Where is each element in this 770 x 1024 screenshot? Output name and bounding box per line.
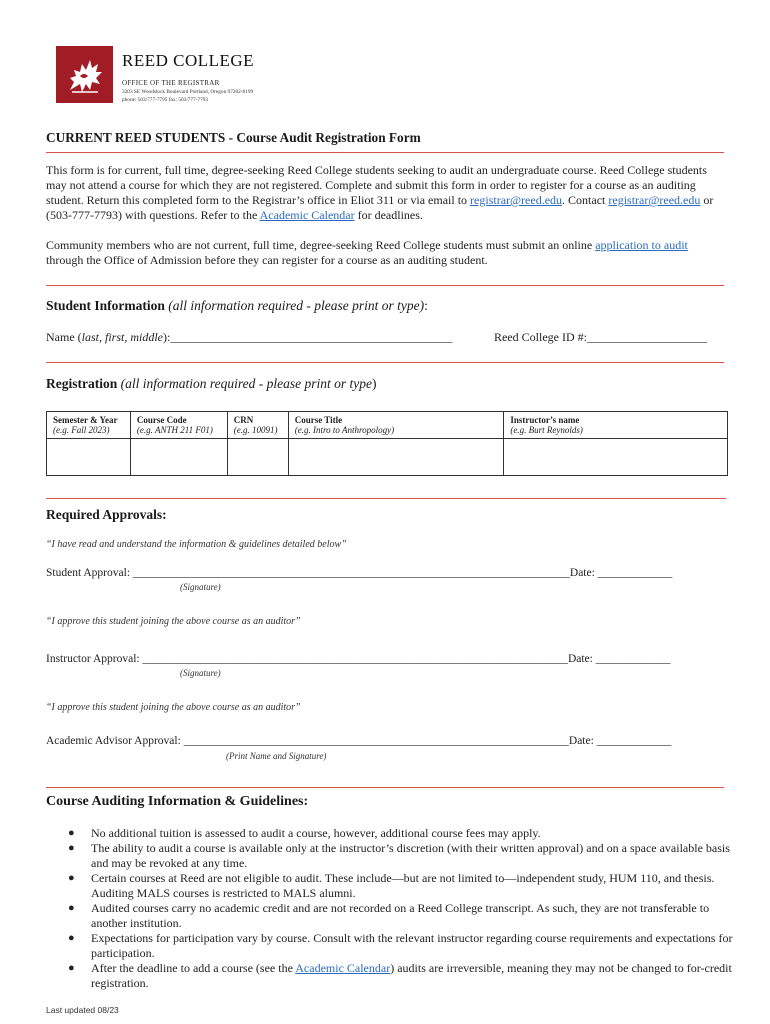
signature-caption: (Signature) — [180, 582, 221, 592]
intro-text: . Contact — [562, 193, 609, 207]
office-phone: phone: 503/777-7795 fax: 503/777-7793 — [122, 97, 209, 103]
community-text: Community members who are not current, full time, degree-seeking Reed College students must submit an online — [46, 238, 596, 252]
column-label: Semester & Year — [53, 415, 118, 425]
column-header — [504, 412, 728, 439]
name-blank: ):_______________________________________________ — [163, 330, 453, 344]
student-approval-line[interactable]: Student Approval: ____________________________________________________________________________Date: _____________ — [46, 567, 673, 579]
column-example: (e.g. Intro to Anthropology) — [294, 425, 395, 435]
column-header — [288, 412, 504, 439]
divider — [46, 787, 724, 788]
list-item-text: Audited courses carry no academic credit and are not recorded on a Reed College transcript. As such, they are not transferable to another institution. — [91, 901, 710, 930]
bullet-icon: ● — [68, 902, 75, 914]
college-name: REED COLLEGE — [122, 51, 255, 70]
bullet-icon: ● — [68, 827, 75, 839]
bullet-icon: ● — [68, 962, 75, 974]
intro-text: This form is for current, full time, degree-seeking Reed College students seeking to audit an undergraduate course. Reed College students may not attend a course for which they are not registered. Complete and submit this form in order to register for a course as an auditing student. Return this completed form to the Registrar’s office in Eliot 311 or via email to — [46, 163, 707, 207]
column-example: (e.g. ANTH 211 F01) — [136, 425, 213, 435]
list-item-text: ) audits are irreversible, meaning they may not be changed to for-credit registration. — [91, 961, 732, 990]
approvals-heading: Required Approvals: — [46, 507, 167, 522]
course-title-cell[interactable] — [288, 439, 504, 476]
application-to-audit-link[interactable]: application to audit — [595, 238, 688, 252]
list-item-text: No additional tuition is assessed to audit a course, however, additional course fees may apply. — [91, 826, 541, 840]
name-label: Name ( — [46, 330, 82, 344]
registrar-email-link[interactable]: registrar@reed.edu — [470, 193, 563, 207]
divider — [46, 152, 724, 153]
heading-colon: : — [424, 298, 428, 313]
crn-cell[interactable] — [227, 439, 288, 476]
instructor-name-cell[interactable] — [504, 439, 728, 476]
community-paragraph — [46, 238, 726, 268]
instructor-approval-line[interactable]: Instructor Approval: __________________________________________________________________________Date: _____________ — [46, 653, 671, 665]
semester-cell[interactable] — [47, 439, 131, 476]
list-item-text: Expectations for participation vary by course. Consult with the relevant instructor regarding course requirements and expectations for participation. — [91, 931, 733, 960]
name-field[interactable] — [46, 330, 452, 345]
reed-id-field[interactable]: Reed College ID #:____________________ — [494, 330, 707, 344]
list-item — [46, 961, 736, 991]
column-example: (e.g. Fall 2023) — [53, 425, 110, 435]
column-example: (e.g. 10091) — [233, 425, 278, 435]
heading-note: (all information required - please print or type) — [168, 298, 425, 313]
academic-calendar-link[interactable]: Academic Calendar — [295, 961, 391, 975]
intro-text: or (503-777-7793) with questions. Refer to the — [46, 193, 714, 222]
list-item-text: After the deadline to add a course (see the — [91, 961, 296, 975]
column-header — [47, 412, 131, 439]
community-text: through the Office of Admission before they can register for a course as an auditing student. — [46, 253, 488, 267]
list-item — [46, 901, 736, 931]
intro-text: for deadlines. — [354, 208, 423, 222]
form-title: CURRENT REED STUDENTS - Course Audit Registration Form — [46, 130, 421, 145]
office-name: OFFICE OF THE REGISTRAR — [122, 79, 220, 87]
list-item-text: Certain courses at Reed are not eligible to audit. These include—but are not limited to—independent study, HUM 110, and thesis. Auditing MALS courses is restricted to MALS alumni. — [91, 871, 715, 900]
office-address: 3203 SE Woodstock Boulevard Portland, Oregon 97202-8199 — [122, 89, 254, 95]
student-info-heading — [46, 298, 428, 314]
student-approval-quote: “I have read and understand the information & guidelines detailed below” — [46, 539, 347, 550]
advisor-approval-line[interactable]: Academic Advisor Approval: ___________________________________________________________________Date: _____________ — [46, 735, 672, 747]
bullet-icon: ● — [68, 932, 75, 944]
bullet-icon: ● — [68, 842, 75, 854]
griffin-icon — [56, 46, 113, 103]
column-example: (e.g. Burt Reynolds) — [510, 425, 583, 435]
registrar-email-link[interactable]: registrar@reed.edu — [608, 193, 701, 207]
registration-heading — [46, 376, 376, 392]
divider — [46, 362, 724, 363]
list-item-text: The ability to audit a course is available only at the instructor’s discretion (with their written approval) and on a space available basis and may be revoked at any time. — [91, 841, 730, 870]
last-updated-footer: Last updated 08/23 — [46, 1005, 119, 1015]
guidelines-heading: Course Auditing Information & Guidelines: — [46, 794, 309, 809]
list-item — [46, 841, 736, 871]
registration-table — [46, 411, 728, 476]
list-item — [46, 931, 736, 961]
instructor-approval-quote: “I approve this student joining the above course as an auditor” — [46, 616, 301, 627]
list-item — [46, 871, 736, 901]
reed-griffin-logo — [56, 46, 113, 103]
divider — [46, 498, 726, 499]
guidelines-list — [46, 826, 736, 991]
print-name-caption: (Print Name and Signature) — [226, 751, 327, 761]
heading-text: Registration — [46, 376, 118, 391]
course-code-cell[interactable] — [130, 439, 227, 476]
heading-note: (all information required - please print or type — [120, 376, 372, 391]
advisor-approval-quote: “I approve this student joining the above course as an auditor” — [46, 702, 301, 713]
table-row — [47, 439, 728, 476]
column-header — [130, 412, 227, 439]
list-item — [46, 826, 736, 841]
column-label: Course Code — [136, 415, 187, 425]
column-label: CRN — [233, 415, 254, 425]
heading-text: Student Information — [46, 298, 165, 313]
bullet-icon: ● — [68, 872, 75, 884]
column-label: Course Title — [294, 415, 343, 425]
table-header-row — [47, 412, 728, 439]
name-hint: last, first, middle — [81, 330, 163, 344]
column-header — [227, 412, 288, 439]
column-label: Instructor’s name — [510, 415, 580, 425]
divider — [46, 285, 724, 286]
intro-paragraph — [46, 163, 726, 223]
academic-calendar-link[interactable]: Academic Calendar — [259, 208, 355, 222]
heading-close: ) — [371, 376, 377, 391]
signature-caption: (Signature) — [180, 668, 221, 678]
